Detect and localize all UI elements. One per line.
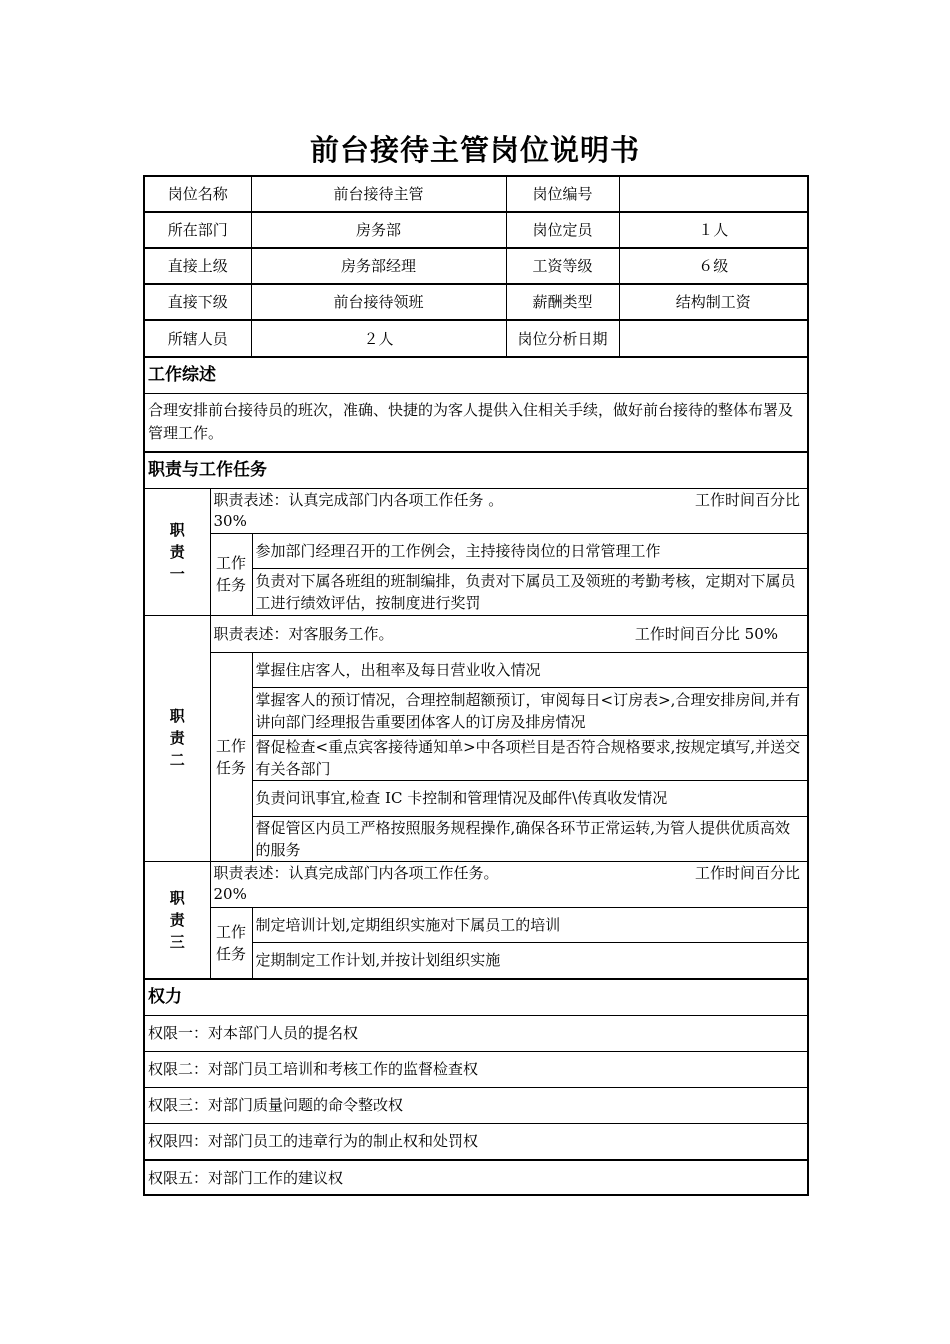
task-item: 负责问讯事宜,检查 IC 卡控制和管理情况及邮件\传真收发情况 [252, 780, 808, 816]
info-value: 前台接待主管 [251, 177, 506, 212]
authority-item: 权限一：对本部门人员的提名权 [144, 1015, 808, 1051]
info-row [144, 176, 808, 357]
authority-item: 权限二：对部门员工培训和考核工作的监督检查权 [144, 1051, 808, 1087]
task-label: 工作 任务 [210, 907, 252, 979]
info-label: 工资等级 [506, 248, 619, 284]
task-item: 督促检查<重点宾客接待通知单>中各项栏目是否符合规格要求,按规定填写,并送交有关各部门 [252, 735, 808, 780]
info-value: １人 [619, 212, 807, 248]
info-label: 直接上级 [145, 248, 251, 284]
info-label: 薪酬类型 [506, 284, 619, 320]
authority-item: 权限三：对部门质量问题的命令整改权 [144, 1087, 808, 1123]
authority-heading: 权力 [144, 979, 808, 1015]
info-value: ２人 [251, 320, 506, 356]
info-label: 所辖人员 [145, 320, 251, 356]
duty-statement-text: 职责表述：认真完成部门内各项工作任务 。 [213, 490, 504, 509]
task-item: 掌握客人的预订情况，合理控制超额预订，审阅每日<订房表>,合理安排房间,并有讲向部门经理报告重要团体客人的订房及排房情况 [252, 687, 808, 735]
info-value: ６级 [619, 248, 807, 284]
duty-statement-text: 职责表述：认真完成部门内各项工作任务。 [213, 863, 499, 882]
authority-item: 权限五：对部门工作的建议权 [144, 1160, 808, 1195]
info-value: 结构制工资 [619, 284, 807, 320]
info-label: 岗位定员 [506, 212, 619, 248]
info-value: 房务部经理 [251, 248, 506, 284]
page-title: 前台接待主管岗位说明书 [309, 133, 640, 167]
time-percent-value: 30% [213, 511, 247, 530]
info-label: 岗位分析日期 [506, 320, 619, 356]
info-value: 房务部 [251, 212, 506, 248]
task-item: 定期制定工作计划,并按计划组织实施 [252, 942, 808, 979]
info-value: 前台接待领班 [251, 284, 506, 320]
task-item: 负责对下属各班组的班制编排，负责对下属员工及领班的考勤考核，定期对下属员工进行绩效评估，按制度进行奖罚 [252, 568, 808, 615]
info-value [619, 177, 807, 212]
info-value [619, 320, 807, 356]
task-item: 督促管区内员工严格按照服务规程操作,确保各环节正常运转,为管人提供优质高效的服务 [252, 816, 808, 861]
job-description-table [143, 175, 809, 1196]
task-label: 工作 任务 [210, 652, 252, 861]
duty-statement [210, 861, 808, 907]
info-label: 直接下级 [145, 284, 251, 320]
duties-heading: 职责与工作任务 [144, 452, 808, 488]
task-item: 掌握住店客人，出租率及每日营业收入情况 [252, 652, 808, 687]
duty-statement [210, 615, 808, 652]
duty-statement [210, 488, 808, 533]
authority-item: 权限四：对部门员工的违章行为的制止权和处罚权 [144, 1123, 808, 1160]
info-label: 所在部门 [145, 212, 251, 248]
summary-text: 合理安排前台接待员的班次，准确、快捷的为客人提供入住相关手续，做好前台接待的整体布署及管理工作。 [144, 393, 808, 452]
task-item: 参加部门经理召开的工作例会，主持接待岗位的日常管理工作 [252, 533, 808, 568]
duty-label: 职 责 一 [144, 488, 210, 615]
task-item: 制定培训计划,定期组织实施对下属员工的培训 [252, 907, 808, 942]
summary-heading: 工作综述 [144, 357, 808, 393]
time-percent-value: 20% [213, 884, 247, 903]
time-percent-label: 工作时间百分比 50% [634, 624, 778, 643]
task-label: 工作 任务 [210, 533, 252, 615]
time-percent-label: 工作时间百分比 [694, 863, 800, 882]
info-label: 岗位编号 [506, 177, 619, 212]
time-percent-label: 工作时间百分比 [694, 490, 800, 509]
duty-label: 职 责 二 [144, 615, 210, 861]
info-label: 岗位名称 [145, 177, 251, 212]
duty-label: 职 责 三 [144, 861, 210, 979]
duty-statement-text: 职责表述：对客服务工作。 [213, 624, 394, 643]
